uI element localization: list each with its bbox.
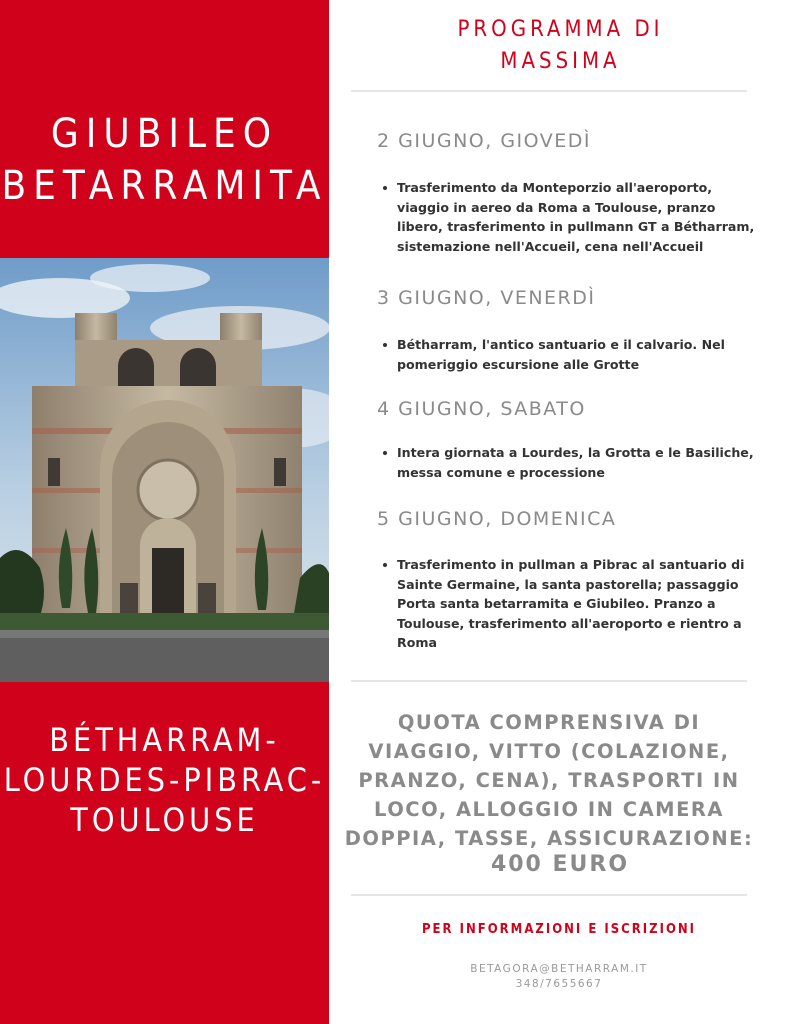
quota-line2: VIAGGIO, VITTO (COLAZIONE, bbox=[368, 740, 730, 763]
basilica-photo bbox=[0, 258, 329, 682]
list-item: Intera giornata a Lourdes, la Grotta e le Basiliche, messa comune e processione bbox=[397, 443, 757, 482]
contact-email[interactable]: BETAGORA@BETHARRAM.IT bbox=[470, 963, 648, 975]
program-title bbox=[329, 14, 792, 78]
day-heading: 2 GIUGNO, GIOVEDÌ bbox=[377, 130, 592, 152]
price-description bbox=[329, 708, 769, 853]
day-items bbox=[377, 178, 757, 256]
info-label: PER INFORMAZIONI E ISCRIZIONI bbox=[421, 922, 697, 937]
right-panel bbox=[329, 0, 792, 1024]
list-item: Trasferimento in pullman a Pibrac al santuario di Sainte Germaine, la santa pastorella; passaggio Porta santa betarramita e Giubileo. Pranzo a Toulouse, trasferimento all'aeroporto e rientro a Roma bbox=[397, 555, 757, 653]
program-title-line1: PROGRAMMA DI bbox=[457, 17, 664, 42]
list-item: Trasferimento da Monteporzio all'aeroporto, viaggio in aereo da Roma a Toulouse, pranzo libero, trasferimento in pullmann GT a Bétharram, sistemazione nell'Accueil, cena nell'Accueil bbox=[397, 178, 757, 256]
left-red-panel bbox=[0, 0, 329, 1024]
quota-line4: LOCO, ALLOGGIO IN CAMERA bbox=[373, 798, 725, 821]
day-items bbox=[377, 555, 757, 653]
event-title-line2: BETARRAMITA bbox=[1, 163, 328, 209]
contact-block bbox=[329, 962, 789, 992]
route-line3: TOULOUSE bbox=[70, 801, 259, 839]
program-title-line2: MASSIMA bbox=[500, 49, 621, 74]
day-heading: 4 GIUGNO, SABATO bbox=[377, 398, 586, 420]
quota-line5: DOPPIA, TASSE, ASSICURAZIONE: bbox=[344, 827, 754, 850]
day-items bbox=[377, 335, 757, 374]
event-title-line1: GIUBILEO bbox=[50, 111, 279, 157]
route-line1: BÉTHARRAM- bbox=[49, 721, 280, 759]
divider-top bbox=[351, 90, 747, 92]
day-heading: 3 GIUGNO, VENERDÌ bbox=[377, 287, 596, 309]
route-line2: LOURDES-PIBRAC- bbox=[3, 761, 326, 799]
event-title bbox=[0, 108, 329, 212]
quota-line1: QUOTA COMPRENSIVA DI bbox=[397, 711, 701, 734]
day-heading: 5 GIUGNO, DOMENICA bbox=[377, 508, 617, 530]
price-value: 400 EURO bbox=[490, 852, 630, 877]
divider-bottom bbox=[351, 894, 747, 896]
day-items bbox=[377, 443, 757, 482]
divider-middle bbox=[351, 680, 747, 682]
list-item: Bétharram, l'antico santuario e il calvario. Nel pomeriggio escursione alle Grotte bbox=[397, 335, 757, 374]
route-title bbox=[0, 720, 329, 840]
contact-phone[interactable]: 348/7655667 bbox=[515, 978, 603, 990]
quota-line3: PRANZO, CENA), TRASPORTI IN bbox=[358, 769, 740, 792]
